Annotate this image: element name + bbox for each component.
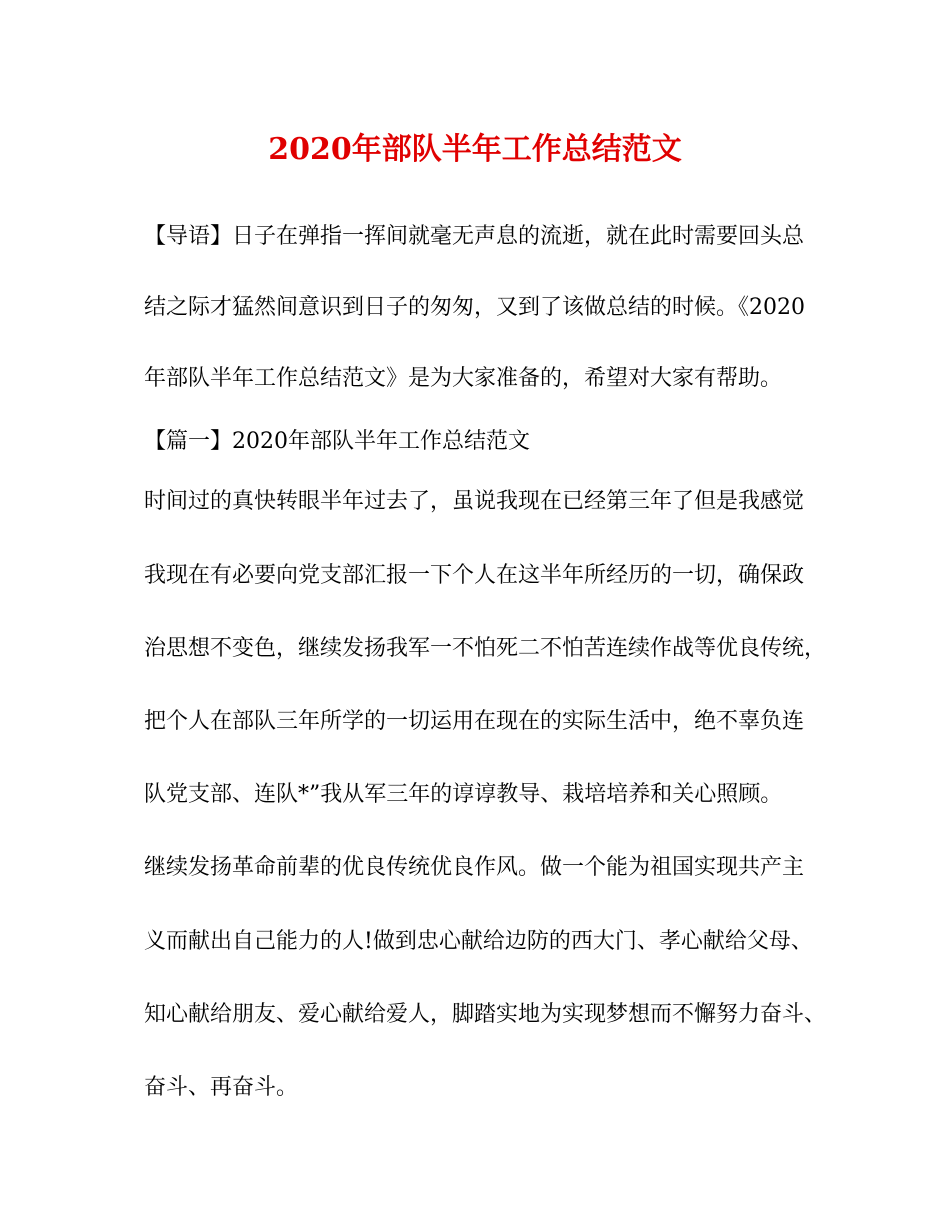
document-title: 2020年部队半年工作总结范文	[268, 132, 682, 167]
section-heading: 【篇一】2020年部队半年工作总结范文	[144, 429, 530, 454]
body-line-8: 知心献给朋友、爱心献给爱人，脚踏实地为实现梦想而不懈努力奋斗、	[144, 1002, 827, 1027]
body-line-4: 把个人在部队三年所学的一切运用在现在的实际生活中，绝不辜负连	[144, 709, 805, 734]
body-line-3: 治思想不变色，继续发扬我军一不怕死二不怕苦连续作战等优良传统，	[144, 636, 827, 661]
intro-line-3: 年部队半年工作总结范文》是为大家准备的，希望对大家有帮助。	[144, 366, 783, 391]
body-line-6: 继续发扬革命前辈的优良传统优良作风。做一个能为祖国实现共产主	[144, 855, 805, 880]
intro-line-1: 【导语】日子在弹指一挥间就毫无声息的流逝，就在此时需要回头总	[144, 224, 805, 249]
body-line-2: 我现在有必要向党支部汇报一下个人在这半年所经历的一切，确保政	[144, 563, 805, 588]
intro-line-2: 结之际才猛然间意识到日子的匆匆，又到了该做总结的时候。《2020	[144, 295, 805, 320]
body-line-7: 义而献出自己能力的人!做到忠心献给边防的西大门、孝心献给父母、	[144, 929, 813, 954]
body-line-5: 队党支部、连队*”我从军三年的谆谆教导、栽培培养和关心照顾。	[144, 782, 783, 807]
body-line-9: 奋斗、再奋斗。	[144, 1075, 299, 1100]
body-line-1: 时间过的真快转眼半年过去了，虽说我现在已经第三年了但是我感觉	[144, 489, 805, 514]
